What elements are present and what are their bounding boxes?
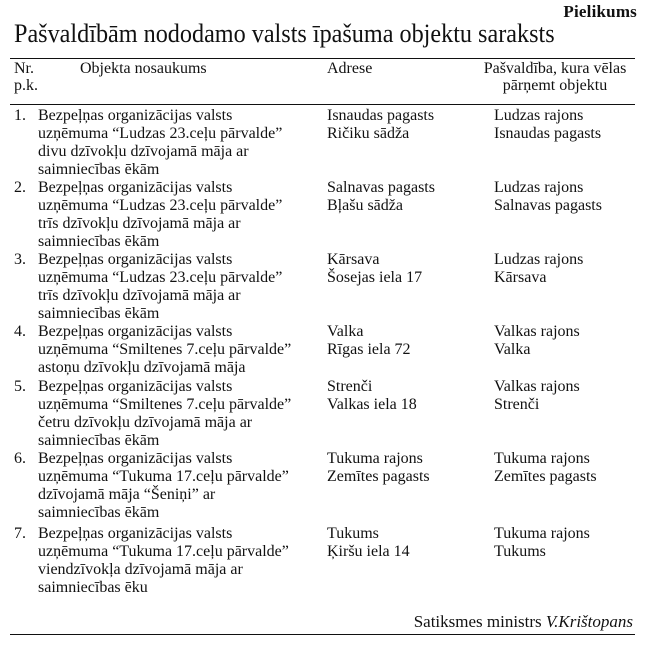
- object-municipality: Ludzas rajons Isnaudas pagasts: [494, 107, 602, 142]
- annex-label: Pielikums: [563, 2, 637, 21]
- object-address: Isnaudas pagasts Ričiku sādža: [327, 107, 435, 142]
- object-address: Tukuma rajons Zemītes pagasts: [327, 450, 430, 485]
- header-rule: [10, 104, 635, 105]
- header-address: Adrese: [327, 60, 373, 77]
- header-municipality: Pašvaldība, kura vēlas pārņemt objektu: [483, 60, 627, 94]
- row-number: 3.: [14, 251, 26, 268]
- row-number: 5.: [14, 378, 26, 395]
- table-row: [0, 323, 645, 378]
- object-address: Salnavas pagasts Bļašu sādža: [327, 179, 435, 214]
- object-address: Kārsava Šosejas iela 17: [327, 251, 423, 286]
- object-name: Bezpeļņas organizācijas valsts uzņēmuma “Ludzas 23.ceļu pārvalde” divu dzīvokļu dzīvojamā māja ar saimniecības ēkām: [38, 107, 283, 178]
- row-number: 7.: [14, 525, 26, 542]
- row-number: 6.: [14, 450, 26, 467]
- object-name: Bezpeļņas organizācijas valsts uzņēmuma “Smiltenes 7.ceļu pārvalde” astoņu dzīvokļu dzīvojamā māja: [38, 323, 292, 376]
- header-object-name: Objekta nosaukums: [80, 60, 207, 77]
- table-row: [0, 107, 645, 179]
- signature-role: Satiksmes ministrs: [413, 612, 542, 631]
- object-municipality: Tukuma rajons Zemītes pagasts: [494, 450, 597, 485]
- table-row: [0, 378, 645, 450]
- top-rule: [10, 58, 635, 59]
- header-nr: Nr. p.k.: [14, 60, 38, 94]
- signature-line: [414, 612, 633, 632]
- row-number: 4.: [14, 323, 26, 340]
- bottom-rule: [10, 634, 635, 635]
- object-name: Bezpeļņas organizācijas valsts uzņēmuma “Ludzas 23.ceļu pārvalde” trīs dzīvokļu dzīvojamā māja ar saimniecības ēkām: [38, 179, 283, 250]
- table-row: [0, 179, 645, 251]
- table-row: [0, 525, 645, 597]
- object-municipality: Valkas rajons Valka: [494, 323, 580, 358]
- page-title: Pašvaldībām nododamo valsts īpašuma objektu saraksts: [14, 19, 555, 48]
- object-name: Bezpeļņas organizācijas valsts uzņēmuma “Ludzas 23.ceļu pārvalde” trīs dzīvokļu dzīvojamā māja ar saimniecības ēkām: [38, 251, 283, 322]
- object-address: Strenči Valkas iela 18: [327, 378, 417, 413]
- object-address: Tukums Ķiršu iela 14: [327, 525, 410, 560]
- object-municipality: Ludzas rajons Kārsava: [494, 251, 584, 286]
- table-row: [0, 251, 645, 323]
- object-table: [0, 107, 645, 597]
- object-name: Bezpeļņas organizācijas valsts uzņēmuma “Tukuma 17.ceļu pārvalde” viendzīvokļa dzīvojamā māja ar saimniecības ēku: [38, 525, 289, 596]
- object-municipality: Tukuma rajons Tukums: [494, 525, 590, 560]
- signature-name: V.Krištopans: [545, 612, 633, 631]
- object-address: Valka Rīgas iela 72: [327, 323, 411, 358]
- object-name: Bezpeļņas organizācijas valsts uzņēmuma “Smiltenes 7.ceļu pārvalde” četru dzīvokļu dzīvojamā māja ar saimniecības ēkām: [38, 378, 292, 449]
- object-municipality: Valkas rajons Strenči: [494, 378, 580, 413]
- row-number: 1.: [14, 107, 26, 124]
- object-name: Bezpeļņas organizācijas valsts uzņēmuma “Tukuma 17.ceļu pārvalde” dzīvojamā māja “Šeniņi” ar saimniecības ēkām: [38, 450, 289, 521]
- table-row: [0, 450, 645, 525]
- object-municipality: Ludzas rajons Salnavas pagasts: [494, 179, 602, 214]
- row-number: 2.: [14, 179, 26, 196]
